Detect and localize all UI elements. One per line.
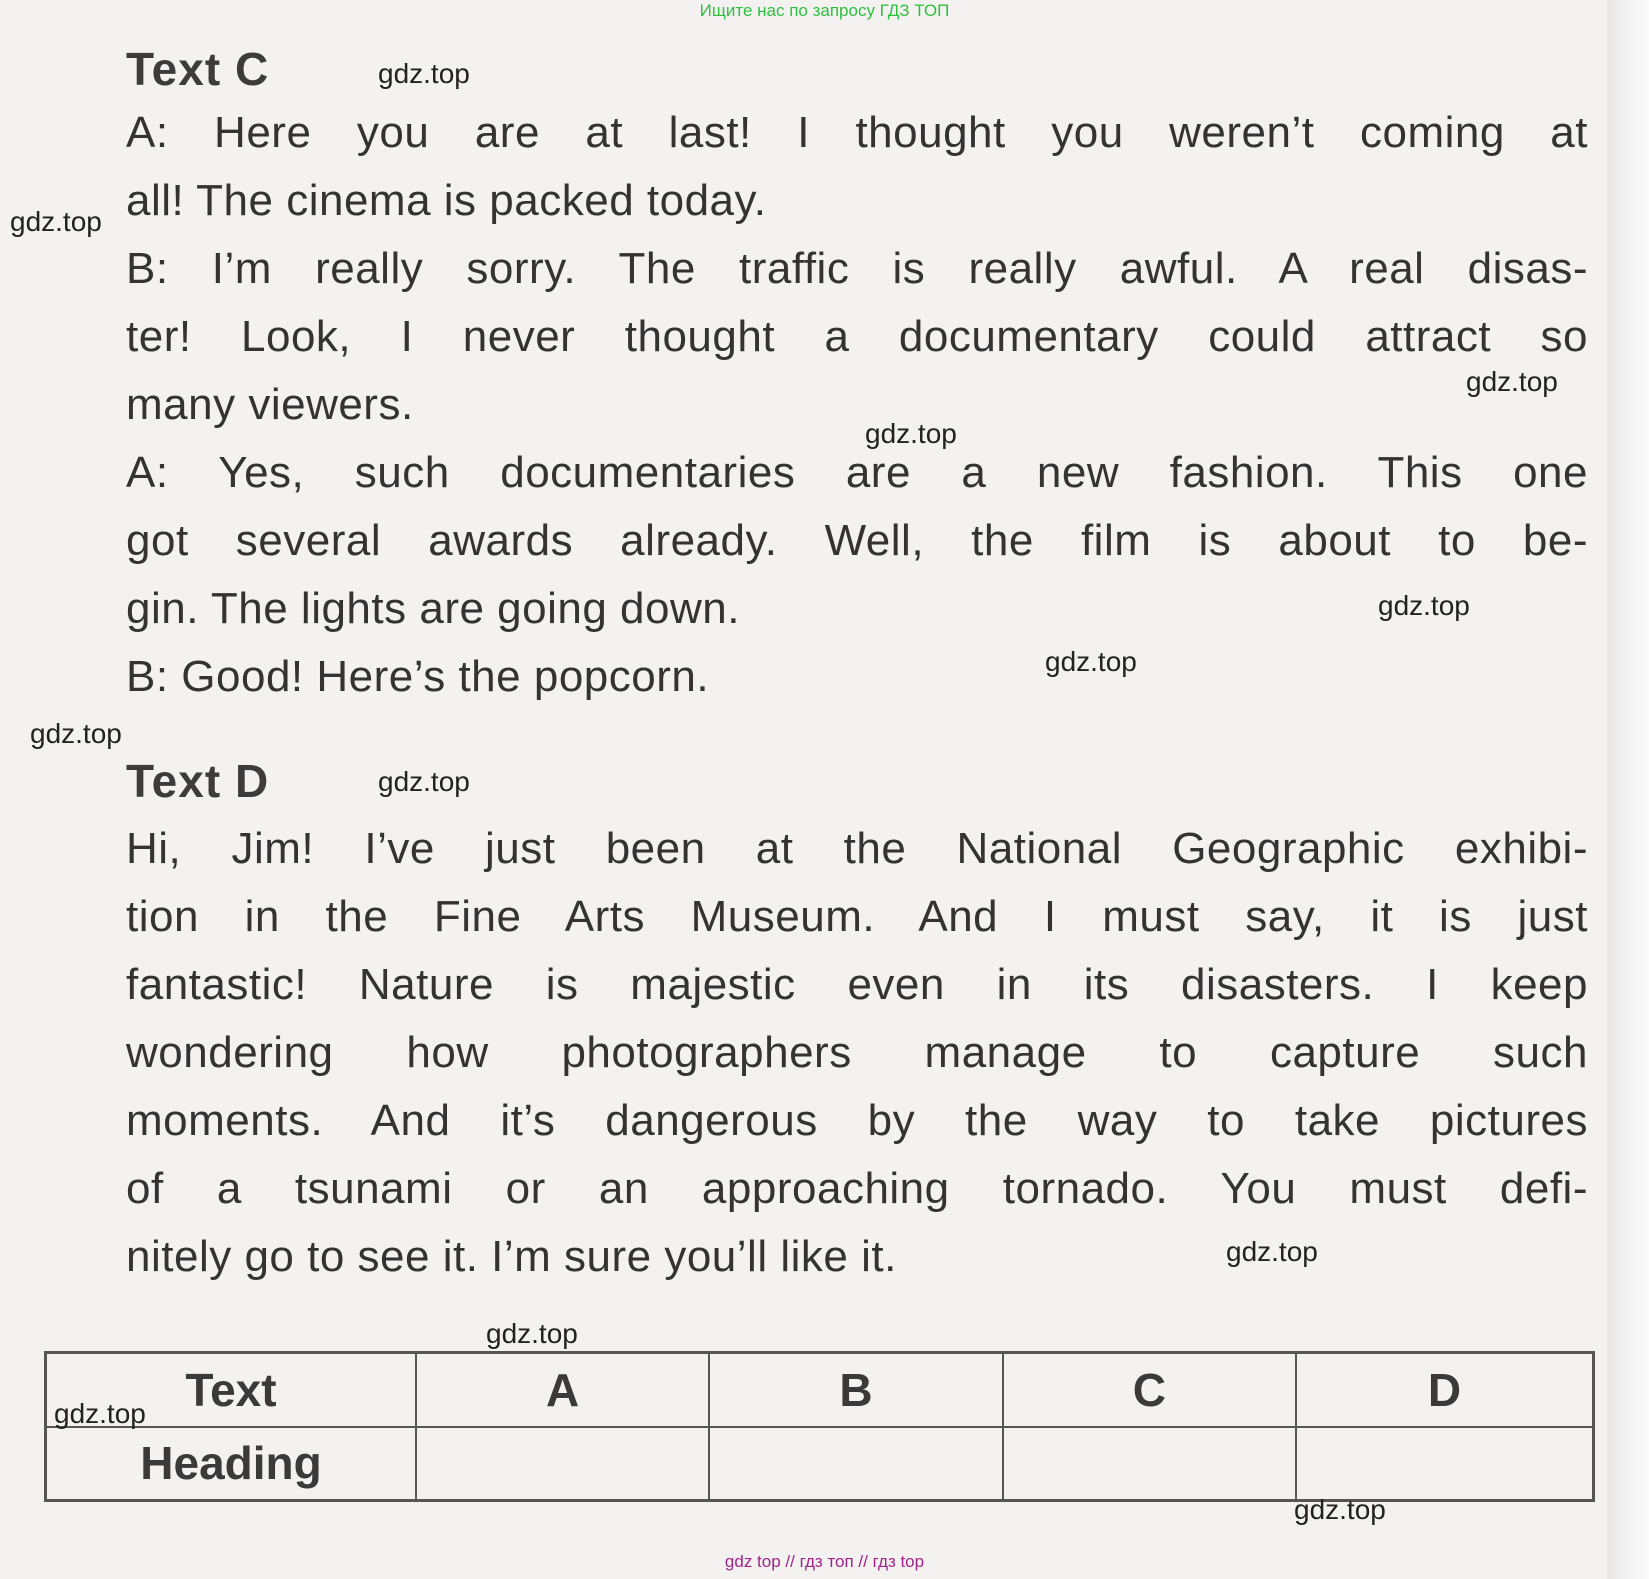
text-c-line: A: Yes, such documentaries are a new fashion. This one	[126, 448, 1588, 497]
text-d-heading: Text D	[126, 755, 270, 807]
watermark: gdz.top	[54, 1398, 146, 1429]
text-d-line: nitely go to see it. I’m sure you’ll like it.	[126, 1232, 897, 1281]
table-header-cell: C	[1003, 1353, 1296, 1427]
text-d-line: Hi, Jim! I’ve just been at the National Geographic exhibi-	[126, 824, 1588, 873]
bottom-banner[interactable]: gdz top // гдз топ // гдз top	[724, 1552, 925, 1571]
text-d-line: moments. And it’s dangerous by the way to take pictures	[126, 1096, 1588, 1145]
text-c-line: B: Good! Here’s the popcorn.	[126, 652, 710, 701]
text-c-line: gin. The lights are going down.	[126, 584, 740, 633]
text-d-line: tion in the Fine Arts Museum. And I must say, it is just	[126, 892, 1588, 941]
text-c-line: ter! Look, I never thought a documentary could attract so	[126, 312, 1588, 361]
text-d-line: of a tsunami or an approaching tornado. You must defi-	[126, 1164, 1588, 1213]
answer-cell[interactable]	[709, 1427, 1002, 1501]
answer-cell[interactable]	[1003, 1427, 1296, 1501]
table-header-cell: D	[1296, 1353, 1594, 1427]
text-c-heading: Text C	[126, 43, 270, 95]
watermark: gdz.top	[378, 766, 470, 797]
watermark: gdz.top	[1378, 590, 1470, 621]
watermark: gdz.top	[1226, 1236, 1318, 1267]
watermark: gdz.top	[378, 58, 470, 89]
text-d-line: wondering how photographers manage to capture such	[126, 1028, 1588, 1077]
table-row-label-heading: Heading	[46, 1427, 417, 1501]
watermark: gdz.top	[10, 206, 102, 237]
text-c-line: B: I’m really sorry. The traffic is really awful. A real disas-	[126, 244, 1588, 293]
answer-cell[interactable]	[416, 1427, 709, 1501]
watermark: gdz.top	[30, 718, 122, 749]
watermark: gdz.top	[1466, 366, 1558, 397]
top-banner[interactable]: Ищите нас по запросу ГДЗ ТОП	[699, 1, 950, 20]
page-edge-shadow	[1607, 0, 1649, 1579]
table-row	[46, 1427, 1594, 1501]
text-c-line: all! The cinema is packed today.	[126, 176, 767, 225]
table-header-cell: A	[416, 1353, 709, 1427]
table-header-cell: B	[709, 1353, 1002, 1427]
watermark: gdz.top	[1045, 646, 1137, 677]
watermark: gdz.top	[1294, 1494, 1386, 1525]
text-c-line: A: Here you are at last! I thought you weren’t coming at	[126, 108, 1588, 157]
answer-table	[44, 1351, 1595, 1502]
table-row	[46, 1353, 1594, 1427]
watermark: gdz.top	[486, 1318, 578, 1349]
answer-cell[interactable]	[1296, 1427, 1594, 1501]
text-d-line: fantastic! Nature is majestic even in its disasters. I keep	[126, 960, 1588, 1009]
table-row-label-text: Text	[46, 1353, 417, 1427]
text-c-line: got several awards already. Well, the film is about to be-	[126, 516, 1588, 565]
text-c-line: many viewers.	[126, 380, 414, 429]
watermark: gdz.top	[865, 418, 957, 449]
